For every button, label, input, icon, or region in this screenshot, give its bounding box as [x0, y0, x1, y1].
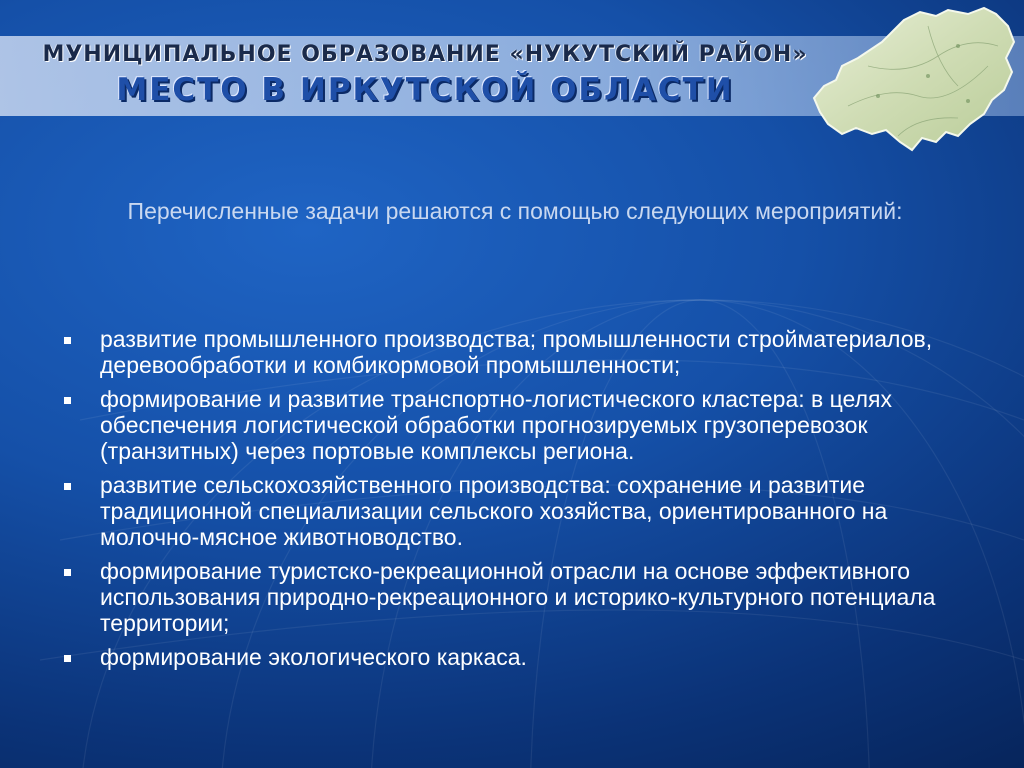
list-item [60, 644, 960, 670]
measures-list [60, 326, 960, 678]
bullet-square-icon [64, 483, 71, 490]
irkutsk-region-map-icon [808, 6, 1020, 156]
list-item-text: развитие сельскохозяйственного производства: сохранение и развитие традиционной специализации сельского хозяйства, ориентированного на молочно-мясное животноводство. [100, 472, 888, 550]
bullet-square-icon [64, 569, 71, 576]
slide-subtitle: МЕСТО В ИРКУТСКОЙ ОБЛАСТИ [116, 72, 734, 108]
list-item [60, 558, 960, 636]
list-item [60, 386, 960, 464]
list-item-text: формирование и развитие транспортно-логистического кластера: в целях обеспечения логистической обработки прогнозируемых грузоперевозок (транзитных) через портовые комплексы региона. [100, 386, 892, 464]
list-item-text: формирование туристско-рекреационной отрасли на основе эффективного использования природно-рекреационного и историко-культурного потенциала территории; [100, 558, 936, 636]
list-item-text: развитие промышленного производства; промышленности стройматериалов, деревообработки и комбикормовой промышленности; [100, 326, 933, 378]
bullet-square-icon [64, 337, 71, 344]
intro-text: Перечисленные задачи решаются с помощью следующих мероприятий: [127, 198, 903, 224]
list-item [60, 326, 960, 378]
bullet-square-icon [64, 397, 71, 404]
list-item-text: формирование экологического каркаса. [100, 644, 527, 670]
slide-title: МУНИЦИПАЛЬНОЕ ОБРАЗОВАНИЕ «НУКУТСКИЙ РАЙОН» [42, 42, 808, 67]
list-item [60, 472, 960, 550]
bullet-square-icon [64, 655, 71, 662]
